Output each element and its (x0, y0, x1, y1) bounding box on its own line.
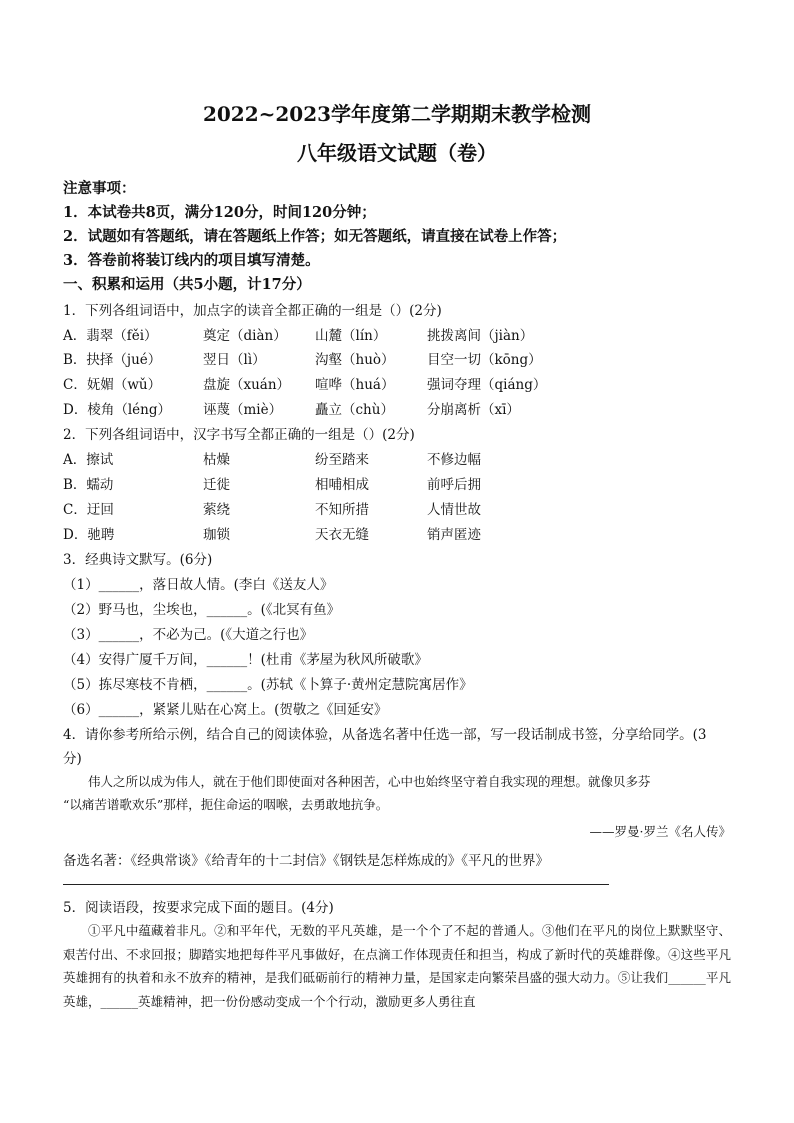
question-2-stem: 2．下列各组词语中，汉字书写全都正确的一组是（）(2分) (63, 427, 415, 443)
reading-paragraph (63, 919, 731, 1013)
section-heading: 一、积累和运用（共5小题，计17分） (63, 276, 311, 293)
question-4-stem-cont: 分) (63, 751, 82, 767)
question-3-line-5: （5）拣尽寒枝不肯栖，______。(苏轼《卜算子·黄州定慧院寓居作》 (63, 677, 473, 693)
notice-item-2: 2．试题如有答题纸，请在答题纸上作答；如无答题纸，请直接在试卷上作答； (63, 228, 567, 245)
option-word: 前呼后拥 (427, 477, 481, 493)
option-word: C．妩媚（wǔ） (63, 377, 162, 393)
option-word: 翌日（lì） (203, 352, 266, 368)
option-word: 矗立（chù） (315, 402, 394, 418)
question-3-line-6: （6）______，紧紧儿贴在心窝上。(贺敬之《回延安》 (63, 702, 388, 718)
notice-item-3: 3．答卷前将装订线内的项目填写清楚。 (63, 252, 320, 269)
option-word: 不修边幅 (427, 452, 481, 468)
answer-line[interactable] (63, 884, 609, 885)
option-word: 诬蔑（miè） (203, 402, 283, 418)
quote-line-1: 伟人之所以成为伟人，就在于他们即使面对各种困苦，心中也始终坚守着自我实现的理想。就像贝多芬 (88, 774, 651, 789)
question-5-stem: 5．阅读语段，按要求完成下面的题目。(4分) (63, 900, 334, 916)
option-word: 枯燥 (203, 452, 230, 468)
option-word: A．翡翠（fěi） (63, 328, 158, 344)
option-word: D．棱角（léng） (63, 402, 171, 418)
question-3-line-1: （1）______，落日故人情。(李白《送友人》 (63, 577, 334, 593)
option-word: C．迂回 (63, 502, 114, 518)
option-word: 喧哗（huá） (315, 377, 395, 393)
option-word: A．擦试 (63, 452, 114, 468)
candidate-books: 备选名著：《经典常谈》《给青年的十二封信》《钢铁是怎样炼成的》《平凡的世界》 (63, 853, 549, 869)
option-word: 沟壑（huò） (315, 352, 395, 368)
question-3-line-4: （4）安得广厦千万间，______！(杜甫《茅屋为秋风所破歌》 (63, 652, 428, 668)
option-word: 目空一切（kōng） (427, 352, 542, 368)
option-word: 盘旋（xuán） (203, 377, 291, 393)
option-word: 不知所措 (315, 502, 369, 518)
option-word: D．驰聘 (63, 527, 115, 543)
question-3-line-3: （3）______，不必为己。(《大道之行也》 (63, 627, 314, 643)
option-word: 强词夺理（qiáng） (427, 377, 547, 393)
option-word: 人情世故 (427, 502, 481, 518)
exam-title: 2022~2023学年度第二学期期末教学检测 (202, 102, 592, 126)
option-word: 山麓（lín） (315, 328, 387, 344)
option-word: 天衣无缝 (315, 527, 369, 543)
example-quote (63, 770, 731, 843)
option-word: 迁徙 (203, 477, 230, 493)
option-word: B．抉择（jué） (63, 352, 162, 368)
question-4-stem: 4．请你参考所给示例，结合自己的阅读体验，从备选名著中任选一部，写一段话制成书签，分享给同学。(3 (63, 727, 707, 743)
question-1-stem: 1．下列各组词语中，加点字的读音全都正确的一组是（）(2分) (63, 303, 442, 319)
notice-item-1: 1．本试卷共8页，满分120分，时间120分钟； (63, 204, 376, 221)
quote-source: ——罗曼·罗兰《名人传》 (589, 824, 731, 839)
quote-line-2: “以痛苦谱歌欢乐”那样，扼住命运的咽喉，去勇敢地抗争。 (63, 797, 389, 812)
exam-subtitle: 八年级语文试题（卷） (297, 141, 497, 165)
option-word: 挑拨离间（jiàn） (427, 328, 534, 344)
option-word: 珈锁 (203, 527, 230, 543)
notice-heading: 注意事项： (63, 180, 136, 197)
paragraph-text: ①平凡中蕴藏着非凡。②和平年代，无数的平凡英雄，是一个个了不起的普通人。③他们在平凡的岗位上默默坚守、艰苦付出、不求回报；脚踏实地把每件平凡事做好，在点滴工作体现责任和担当，构成了新时代的英雄群像。④这些平凡英雄拥有的执着和永不放弃的精神，是我们砥砺前行的精神力量，是国家走向繁荣昌盛的强大动力。⑤让我们______平凡英雄，______英雄精神，把一份份感动变成一个个行动，激励更多人勇往直 (63, 923, 731, 1009)
option-word: 销声匿迹 (427, 527, 481, 543)
question-3-stem: 3．经典诗文默写。(6分) (63, 552, 213, 568)
option-word: 纷至踏来 (315, 452, 369, 468)
question-3-line-2: （2）野马也，尘埃也，______。(《北冥有鱼》 (63, 602, 341, 618)
option-word: 奠定（diàn） (203, 328, 287, 344)
option-word: 分崩离析（xī） (427, 402, 520, 418)
option-word: 相哺相成 (315, 477, 369, 493)
option-word: B．蠕动 (63, 477, 114, 493)
option-word: 萦绕 (203, 502, 230, 518)
